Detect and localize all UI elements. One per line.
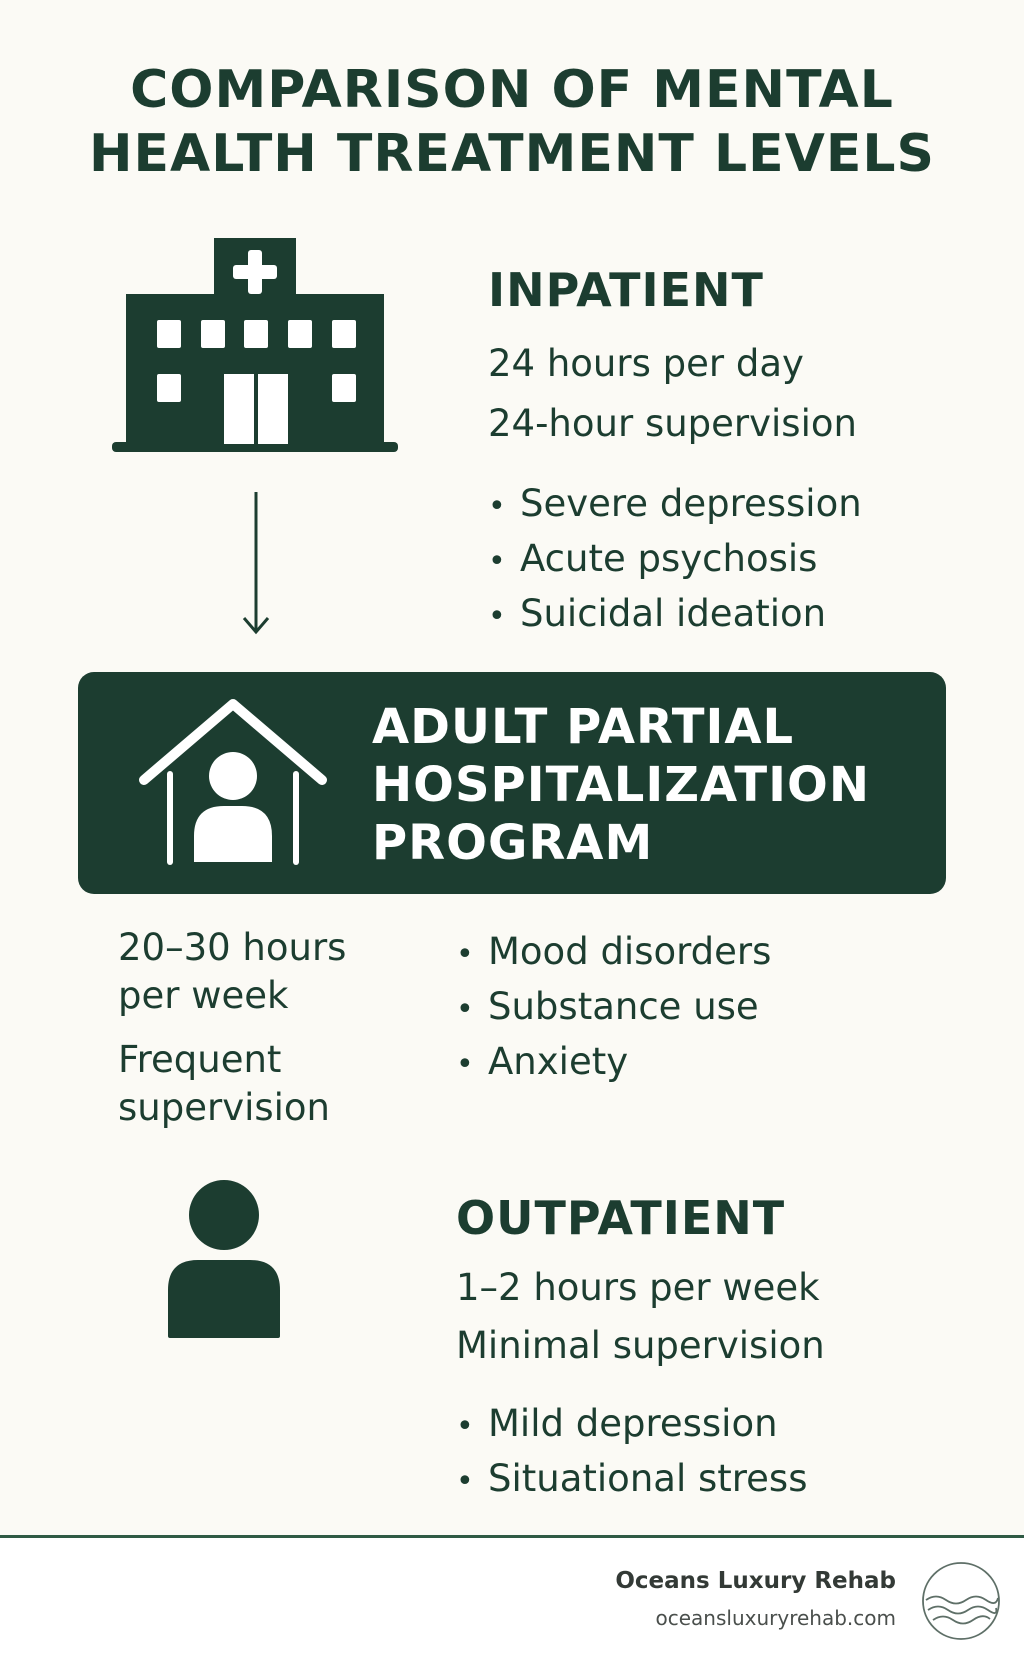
php-condition-item: • Anxiety — [456, 1036, 771, 1091]
inpatient-condition-item: • Severe depression — [488, 478, 862, 533]
php-condition-item: • Mood disorders — [456, 926, 771, 981]
page-title-line-2: HEALTH TREATMENT LEVELS — [89, 124, 935, 184]
wave-logo-icon — [920, 1560, 1002, 1642]
footer-divider — [0, 1535, 1024, 1538]
page-title — [0, 58, 1024, 186]
inpatient-condition-item: • Acute psychosis — [488, 533, 862, 588]
outpatient-conditions — [456, 1398, 808, 1508]
brand-url[interactable]: oceansluxuryrehab.com — [655, 1606, 896, 1630]
hospital-icon — [112, 236, 402, 454]
outpatient-condition-item: • Situational stress — [456, 1453, 808, 1508]
person-icon — [168, 1178, 282, 1340]
down-arrow-icon — [240, 490, 272, 638]
php-supervision-line-2: supervision — [118, 1086, 331, 1129]
php-hours-line-2: per week — [118, 974, 289, 1017]
php-supervision — [118, 1036, 330, 1132]
inpatient-condition-item: • Suicidal ideation — [488, 588, 862, 643]
php-condition-item: • Substance use — [456, 981, 771, 1036]
brand-name: Oceans Luxury Rehab — [615, 1568, 896, 1594]
php-title — [372, 698, 870, 872]
outpatient-supervision: Minimal supervision — [456, 1324, 825, 1367]
footer — [0, 1538, 1024, 1666]
php-hours-line-1: 20–30 hours — [118, 926, 347, 969]
outpatient-heading: OUTPATIENT — [456, 1191, 786, 1245]
inpatient-heading: INPATIENT — [488, 263, 764, 317]
outpatient-condition-item: • Mild depression — [456, 1398, 808, 1453]
page-title-line-1: COMPARISON OF MENTAL — [130, 60, 894, 120]
php-title-line-2: HOSPITALIZATION — [372, 757, 870, 813]
house-person-icon — [138, 694, 328, 866]
inpatient-supervision: 24-hour supervision — [488, 402, 857, 445]
outpatient-hours: 1–2 hours per week — [456, 1266, 820, 1309]
inpatient-hours: 24 hours per day — [488, 342, 804, 385]
php-supervision-line-1: Frequent — [118, 1038, 282, 1081]
php-title-line-1: ADULT PARTIAL — [372, 699, 795, 755]
php-conditions — [456, 926, 771, 1091]
inpatient-conditions — [488, 478, 862, 643]
php-title-line-3: PROGRAM — [372, 815, 654, 871]
php-hours — [118, 924, 346, 1020]
